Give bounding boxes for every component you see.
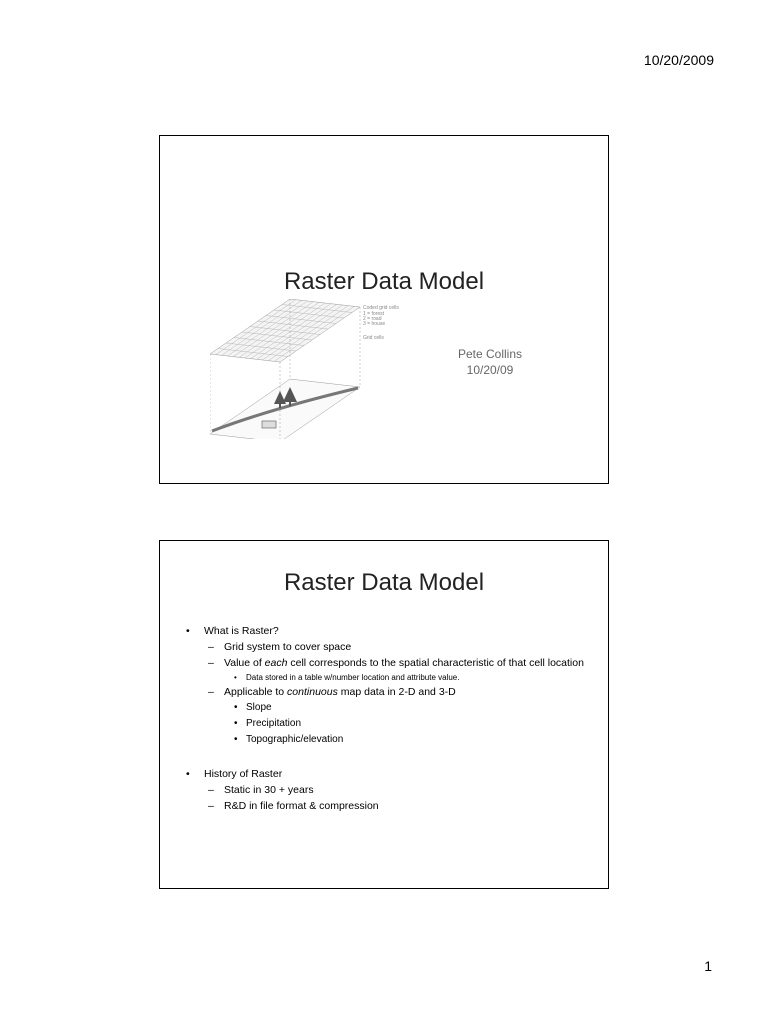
bullet-table-note: • Data stored in a table w/number location and attribute value. [184, 671, 588, 684]
legend-item-3: 3 = house [363, 321, 386, 327]
bullet-what-is-raster: • What is Raster? [184, 623, 588, 639]
bullet-applicable: – Applicable to continuous map data in 2-D and 3-D [184, 684, 588, 700]
bullet-slope: • Slope [184, 700, 588, 716]
legend-item-1: 1 = forest [363, 311, 384, 317]
slide-2 [159, 540, 609, 889]
bullet-topographic: • Topographic/elevation [184, 732, 588, 748]
bullet-grid-system: – Grid system to cover space [184, 639, 588, 655]
coded-grid-label: Coded grid cells [363, 305, 399, 311]
slide-2-bullets [184, 623, 588, 814]
slide-1-title: Raster Data Model [283, 268, 485, 295]
grid-cells-label: Grid cells [363, 335, 384, 341]
bullet-value-of-each-cell: – Value of each cell corresponds to the spatial characteristic of that cell location [184, 655, 588, 671]
ground-plane [210, 379, 360, 439]
slide-1 [159, 135, 609, 484]
slide-2-title: Raster Data Model [283, 569, 485, 596]
bullet-static-years: – Static in 30 + years [184, 782, 588, 798]
raster-grid-illustration [210, 299, 425, 439]
bullet-precipitation: • Precipitation [184, 716, 588, 732]
author-name: Pete Collins [457, 347, 523, 361]
bullet-rd-file-format: – R&D in file format & compression [184, 798, 588, 814]
legend-item-2: 2 = road [363, 316, 382, 322]
bullet-history-of-raster: • History of Raster [184, 766, 588, 782]
page-date: 10/20/2009 [643, 52, 714, 68]
page-number: 1 [704, 958, 712, 974]
author-block [430, 346, 550, 378]
house [262, 421, 276, 428]
author-date: 10/20/09 [466, 363, 514, 377]
